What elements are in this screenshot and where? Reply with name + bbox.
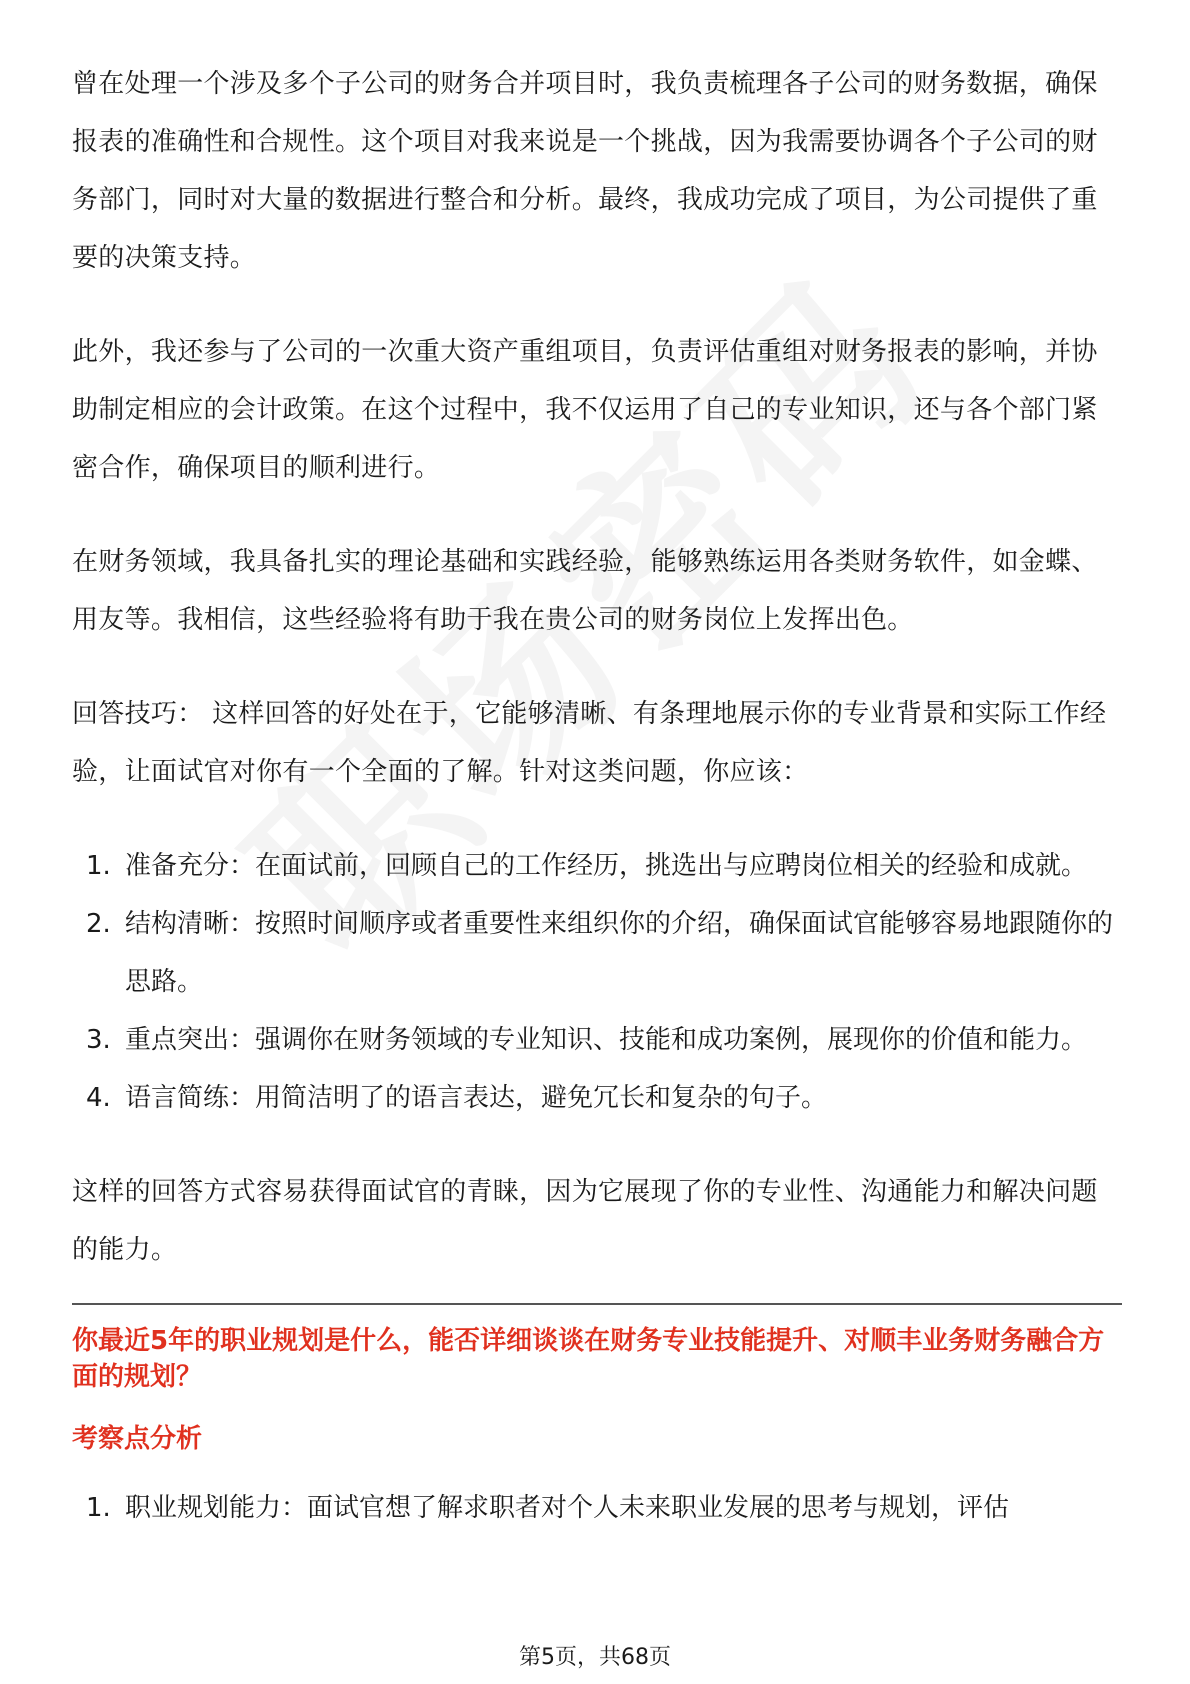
list-item-text: 职业规划能力：面试官想了解求职者对个人未来职业发展的思考与规划，评估 <box>125 1493 1010 1523</box>
list-number: 1. <box>86 1493 111 1523</box>
list-number: 2. <box>86 909 111 939</box>
paragraph-2: 此外，我还参与了公司的一次重大资产重组项目，负责评估重组对财务报表的影响，并协助制定相应的会计政策。在这个过程中，我不仅运用了自己的专业知识，还与各个部门紧密合作，确保项目的顺利进行。 <box>72 337 1098 483</box>
closing-paragraph: 这样的回答方式容易获得面试官的青睐，因为它展现了你的专业性、沟通能力和解决问题的能力。 <box>72 1177 1098 1265</box>
list-item <box>72 895 1122 1011</box>
list-number: 3. <box>86 1025 111 1055</box>
list-item <box>72 837 1122 895</box>
page-footer: 第5页，共68页 <box>519 1645 671 1670</box>
list-item-text: 重点突出：强调你在财务领域的专业知识、技能和成功案例，展现你的价值和能力。 <box>125 1025 1088 1055</box>
paragraph-1: 曾在处理一个涉及多个子公司的财务合并项目时，我负责梳理各子公司的财务数据，确保报表的准确性和合规性。这个项目对我来说是一个挑战，因为我需要协调各个子公司的财务部门，同时对大量的数据进行整合和分析。最终，我成功完成了项目，为公司提供了重要的决策支持。 <box>72 69 1098 273</box>
tips-list <box>72 837 1122 1127</box>
list-item <box>72 1011 1122 1069</box>
analysis-heading: 考察点分析 <box>72 1424 203 1454</box>
list-item <box>72 1479 1122 1537</box>
page-content <box>72 55 1122 1537</box>
section-divider <box>72 1303 1122 1305</box>
answer-tips-intro: 回答技巧： 这样回答的好处在于，它能够清晰、有条理地展示你的专业背景和实际工作经验，让面试官对你有一个全面的了解。针对这类问题，你应该： <box>72 699 1107 787</box>
list-item <box>72 1069 1122 1127</box>
list-item-text: 结构清晰：按照时间顺序或者重要性来组织你的介绍，确保面试官能够容易地跟随你的思路。 <box>125 909 1114 997</box>
paragraph-3: 在财务领域，我具备扎实的理论基础和实践经验，能够熟练运用各类财务软件，如金蝶、用友等。我相信，这些经验将有助于我在贵公司的财务岗位上发挥出色。 <box>72 547 1098 635</box>
question-heading: 你最近5年的职业规划是什么，能否详细谈谈在财务专业技能提升、对顺丰业务财务融合方面的规划？ <box>72 1326 1105 1392</box>
list-number: 4. <box>86 1083 111 1113</box>
list-item-text: 准备充分：在面试前，回顾自己的工作经历，挑选出与应聘岗位相关的经验和成就。 <box>125 851 1088 881</box>
analysis-list <box>72 1479 1122 1537</box>
list-item-text: 语言简练：用简洁明了的语言表达，避免冗长和复杂的句子。 <box>125 1083 828 1113</box>
list-number: 1. <box>86 851 111 881</box>
